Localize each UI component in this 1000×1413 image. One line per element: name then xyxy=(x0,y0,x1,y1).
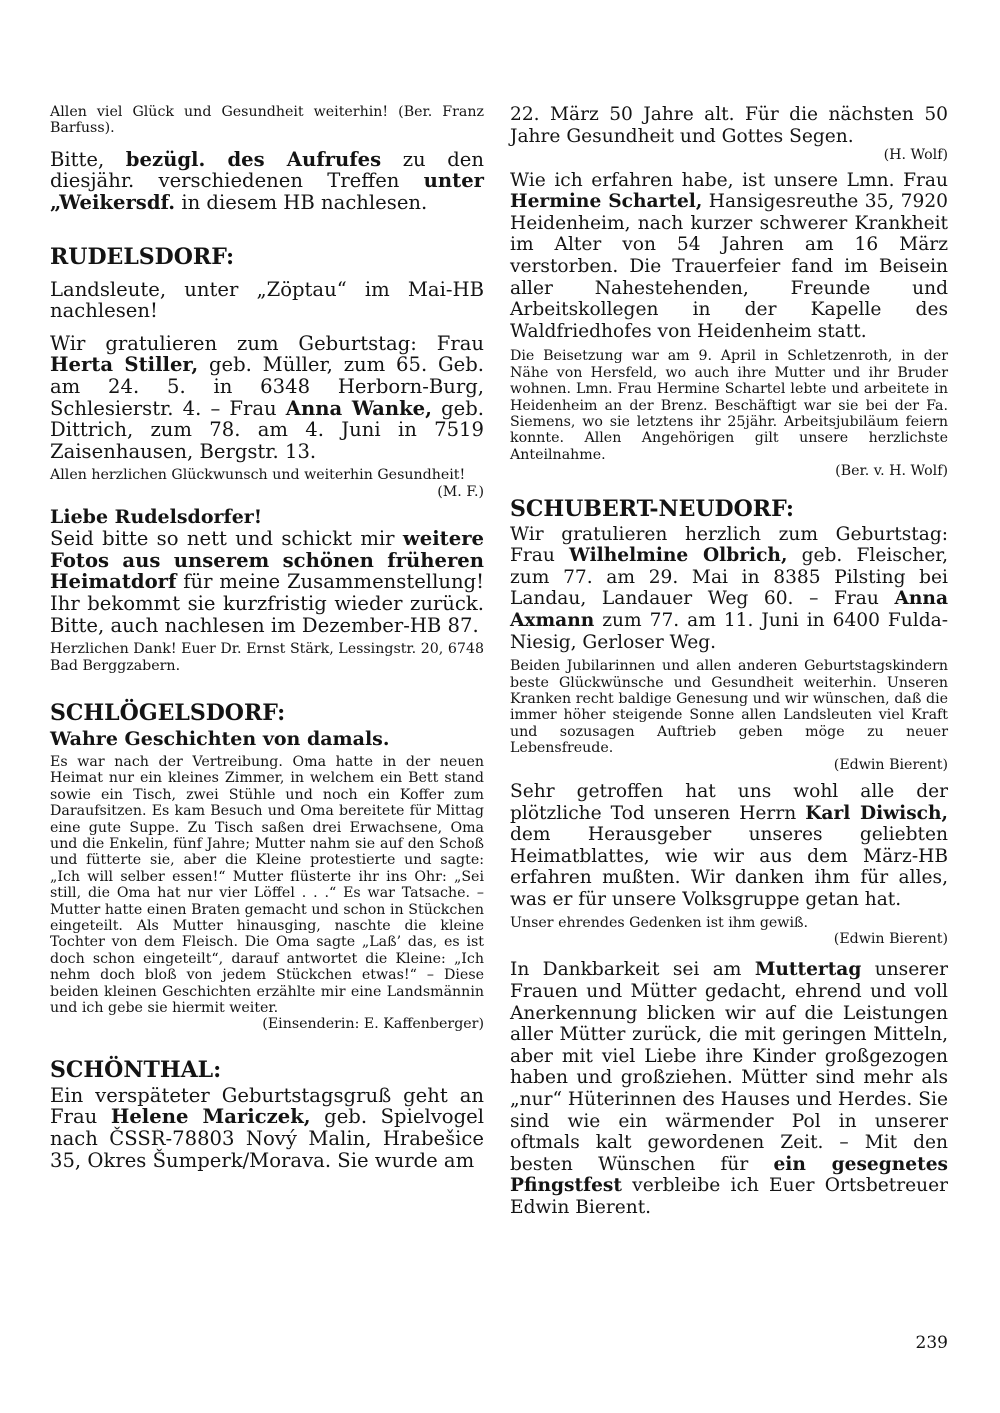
left-column xyxy=(50,104,484,1171)
emphasis-text: unter „Weikersdf. xyxy=(50,169,484,214)
emphasis-text: Hermine Schartel, xyxy=(510,191,703,213)
signature-bierent-2: (Edwin Bierent) xyxy=(833,930,948,947)
rudelsdorf-birthdays: Wir gratulieren zum Geburtstag: Frau Herta Stiller, geb. Müller, zum 65. Geb. am 24. 5. in 6348 Herborn-Burg, Schlesierstr. 4. – Frau Anna Wanke, geb. Dittrich, zum 78. am 4. Juni in 7519 Zaisenhausen, Bergstr. 13. xyxy=(50,331,485,463)
section-heading-schloegelsdorf: SCHLÖGELSDORF: xyxy=(50,699,286,726)
signature-mf: (M. F.) xyxy=(437,483,484,500)
burial-notice: Die Beisetzung war am 9. April in Schletzenroth, in der Nähe von Hersfeld, wo auch ihre Mutter und ihr Bruder wohnen. Lmn. Frau Hermine Schartel lebte und arbeitete in Heidenheim an der Brenz. Beschäftigt war sie bei der Fa. Siemens, wo sie letztens ihr 25jähr. Arbeitsjubiläum feiern konnte. Allen Angehörigen gilt unsere herzlichste Anteilnahme. xyxy=(510,348,948,463)
thanks-dr-staerk: Herzlichen Dank! Euer Dr. Ernst Stärk, Lessingstr. 20, 6748 Bad Berggzabern. xyxy=(50,641,484,674)
emphasis-text: Muttertag xyxy=(754,959,862,981)
emphasis-text: Karl Diwisch, xyxy=(805,802,948,824)
signature-bierent-1: (Edwin Bierent) xyxy=(833,756,948,773)
emphasis-text: bezügl. des Aufrufes xyxy=(125,147,382,171)
subheading-wahre-geschichten: Wahre Geschichten von damals. xyxy=(50,727,390,750)
photo-request: Seid bitte so nett und schickt mir weitere Fotos aus unserem schönen früheren Heimatdorf für meine Zusammenstellung! Ihr bekommt sie kurzfristig wieder zurück. Bitte, auch nachlesen im Dezember-HB 87. xyxy=(50,527,484,637)
schubert-wishes: Beiden Jubilarinnen und allen anderen Geburtstagskindern beste Glückwünsche und Gesundheit weiterhin. Unseren Kranken recht baldige Genesung und wir wünschen, daß die immer höher steigende Sonne allen Landsleuten viel Kraft und sozusagen Auftrieb geben möge zu neuer Lebensfreude. xyxy=(510,658,948,757)
rudelsdorf-reference: Landsleute, unter „Zöptau“ im Mai-HB nachlesen! xyxy=(50,277,484,323)
obituary-schartel: Wie ich erfahren habe, ist unsere Lmn. Frau Hermine Schartel, Hansigesreuthe 35, 7920 Heidenheim, nach kurzer schwerer Krankheit im Alter von 54 Jahren am 16 März verstorben. Die Trauerfeier fand im Beisein aller Nahestehenden, Freunde und Arbeitskollegen in der Kapelle des Waldfriedhofes von Heidenheim statt. xyxy=(510,169,948,342)
signature-ber-wolf: (Ber. v. H. Wolf) xyxy=(835,463,948,480)
section-heading-schoenthal: SCHÖNTHAL: xyxy=(50,1056,222,1083)
signature-h-wolf: (H. Wolf) xyxy=(883,147,948,164)
page-number: 239 xyxy=(915,1333,948,1353)
rudelsdorf-wishes: Allen herzlichen Glückwunsch und weiterhin Gesundheit! xyxy=(50,467,466,484)
mothers-day-text: In Dankbarkeit sei am Muttertag unserer Frauen und Mütter gedacht, ehrend und voll Anerkennung blicken wir auf die Leistungen aller Mütter zurück, die mit geringen Mitteln, aber mit viel Liebe ihre Kinder großgezogen haben und großziehen. Mütter sind mehr als „nur“ Hüterinnen des Hauses und Herdes. Sie sind wie ein wärmender Pol in unserer oftmals kalt gewordenen Zeit. – Mit den besten Wünschen für ein gesegnetes Pfingstfest verbleibe ich Euer Ortsbetreuer Edwin Bierent. xyxy=(510,959,949,1218)
emphasis-text: Anna Wanke, xyxy=(285,396,432,420)
section-heading-schubert-neudorf: SCHUBERT-NEUDORF: xyxy=(510,495,795,522)
emphasis-text: Anna Axmann xyxy=(510,588,948,631)
emphasis-text: Wilhelmine Olbrich, xyxy=(569,545,788,567)
emphasis-text: Helene Mariczek, xyxy=(110,1105,311,1129)
signature-kaffenberger: (Einsenderin: E. Kaffenberger) xyxy=(262,1016,484,1033)
schoenthal-greeting: Ein verspäteter Geburtstagsgruß geht an Frau Helene Mariczek, geb. Spielvogel nach ČSSR-78803 Nový Malin, Hrabešice 35, Okres Šumperk/Morava. Sie wurde am xyxy=(50,1083,484,1172)
schubert-birthdays: Wir gratulieren herzlich zum Geburtstag: Frau Wilhelmine Olbrich, geb. Fleischer, zum 77. am 29. Mai in 8385 Pilsting bei Landau, Landauer Weg 60. – Frau Anna Axmann zum 77. am 11. Juni in 6400 Fulda-Niesig, Gerloser Weg. xyxy=(510,523,949,653)
story-text: Es war nach der Vertreibung. Oma hatte in der neuen Heimat nur ein kleines Zimmer, in welchem ein Bett stand sowie ein Tisch, zwei Stühle und noch ein Koffer zum Daraufsitzen. Es kam Besuch und Oma bereitete für Mittag eine gute Suppe. Zu Tisch saßen drei Erwachsene, Oma und die Enkelin, fünf Jahre; Mutter nahm sie auf den Schoß und fütterte sie, aber die Kleine protestierte und sagte: „Ich will selber essen!“ Mutter flüsterte ihr ins Ohr: „Sei still, die Oma hat nur vier Löffel . . .“ Es war Tatsache. – Mutter hatte einen Braten gemacht und schon in Stückchen eingeteilt. Als Mutter hinausging, naschte die kleine Tochter von dem Fleisch. Die Oma sagte „Laß’ das, es ist doch schon eingeteilt“, darauf antwortet die Kleine: „Ich nehm doch bloß von jedem Stückchen etwas!“ – Diese beiden kleinen Geschichten erzählte mir eine Landsmännin und ich gebe sie hiermit weiter. xyxy=(50,753,484,1017)
emphasis-text: Herta Stiller, xyxy=(50,353,199,377)
section-heading-rudelsdorf: RUDELSDORF: xyxy=(50,243,235,270)
remembrance: Unser ehrendes Gedenken ist ihm gewiß. xyxy=(510,914,808,931)
emphasis-text: weitere Fotos aus unserem schönen früheren Heimatdorf xyxy=(50,527,484,594)
obituary-diwisch: Sehr getroffen hat uns wohl alle der plötzliche Tod unseren Herrn Karl Diwisch, dem Herausgeber unseres geliebten Heimatblattes, wie wir aus dem März-HB erfahren mußten. Wir danken ihm für alles, was er für unsere Volksgruppe getan hat. xyxy=(510,781,948,910)
birthday-continuation: 22. März 50 Jahre alt. Für die nächsten 50 Jahre Gesundheit und Gottes Segen. xyxy=(510,104,948,147)
closing-greeting: Allen viel Glück und Gesundheit weiterhin! (Ber. Franz Barfuss). xyxy=(50,104,484,137)
subheading-liebe-rudelsdorfer: Liebe Rudelsdorfer! xyxy=(50,506,263,529)
weikersdorf-notice: Bitte, bezügl. des Aufrufes zu den diesjähr. verschiedenen Treffen unter „Weikersdf. in diesem HB nachlesen. xyxy=(50,147,484,214)
emphasis-text: ein gesegnetes Pfingstfest xyxy=(510,1153,948,1197)
right-column xyxy=(510,104,948,1219)
